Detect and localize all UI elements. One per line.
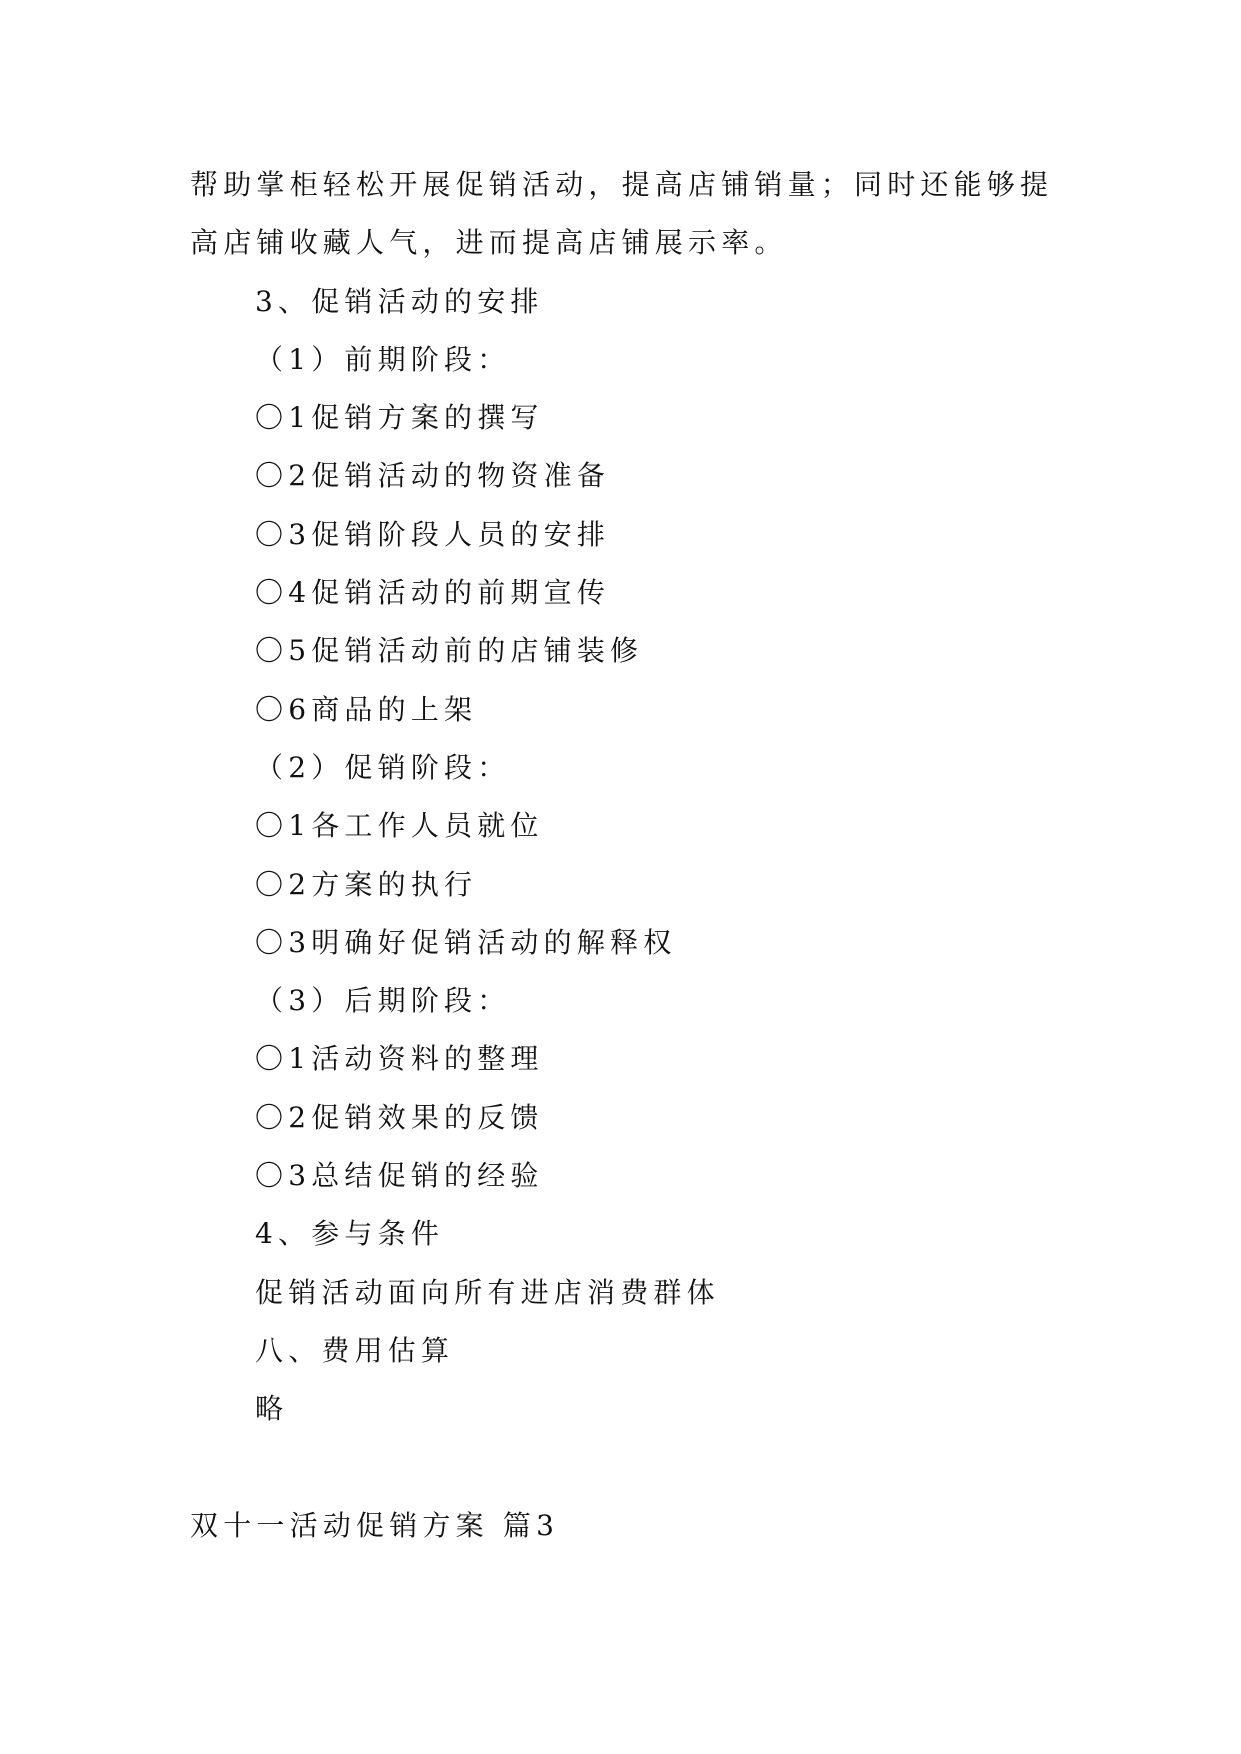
paragraph-line: 帮助掌柜轻松开展促销活动，提高店铺销量；同时还能够提	[190, 168, 1054, 201]
list-item: 〇5促销活动前的店铺装修	[255, 634, 644, 668]
list-item: 〇2促销活动的物资准备	[255, 459, 611, 493]
paragraph-line: 高店铺收藏人气，进而提高店铺展示率。	[190, 226, 788, 260]
document-body	[190, 156, 1130, 1555]
section-8-text: 略	[255, 1392, 289, 1426]
list-item: 〇3促销阶段人员的安排	[255, 517, 611, 551]
list-item: 〇1促销方案的撰写	[255, 401, 544, 435]
list-item: 〇1活动资料的整理	[255, 1042, 544, 1076]
list-item: 〇3明确好促销活动的解释权	[255, 925, 677, 959]
phase-3-title: （3）后期阶段：	[255, 984, 511, 1018]
list-item: 〇2促销效果的反馈	[255, 1100, 544, 1134]
section-4-title: 4、参与条件	[255, 1217, 445, 1251]
section-3-title: 3、促销活动的安排	[255, 284, 544, 318]
list-item: 〇4促销活动的前期宣传	[255, 576, 611, 610]
list-item: 〇3总结促销的经验	[255, 1159, 544, 1193]
phase-1-title: （1）前期阶段：	[255, 342, 511, 376]
list-item: 〇6商品的上架	[255, 692, 478, 726]
list-item: 〇1各工作人员就位	[255, 809, 544, 843]
next-section-heading: 双十一活动促销方案 篇3	[190, 1508, 560, 1542]
section-4-text: 促销活动面向所有进店消费群体	[255, 1275, 720, 1309]
section-8-title: 八、费用估算	[255, 1333, 455, 1367]
list-item: 〇2方案的执行	[255, 867, 478, 901]
phase-2-title: （2）促销阶段：	[255, 750, 511, 784]
